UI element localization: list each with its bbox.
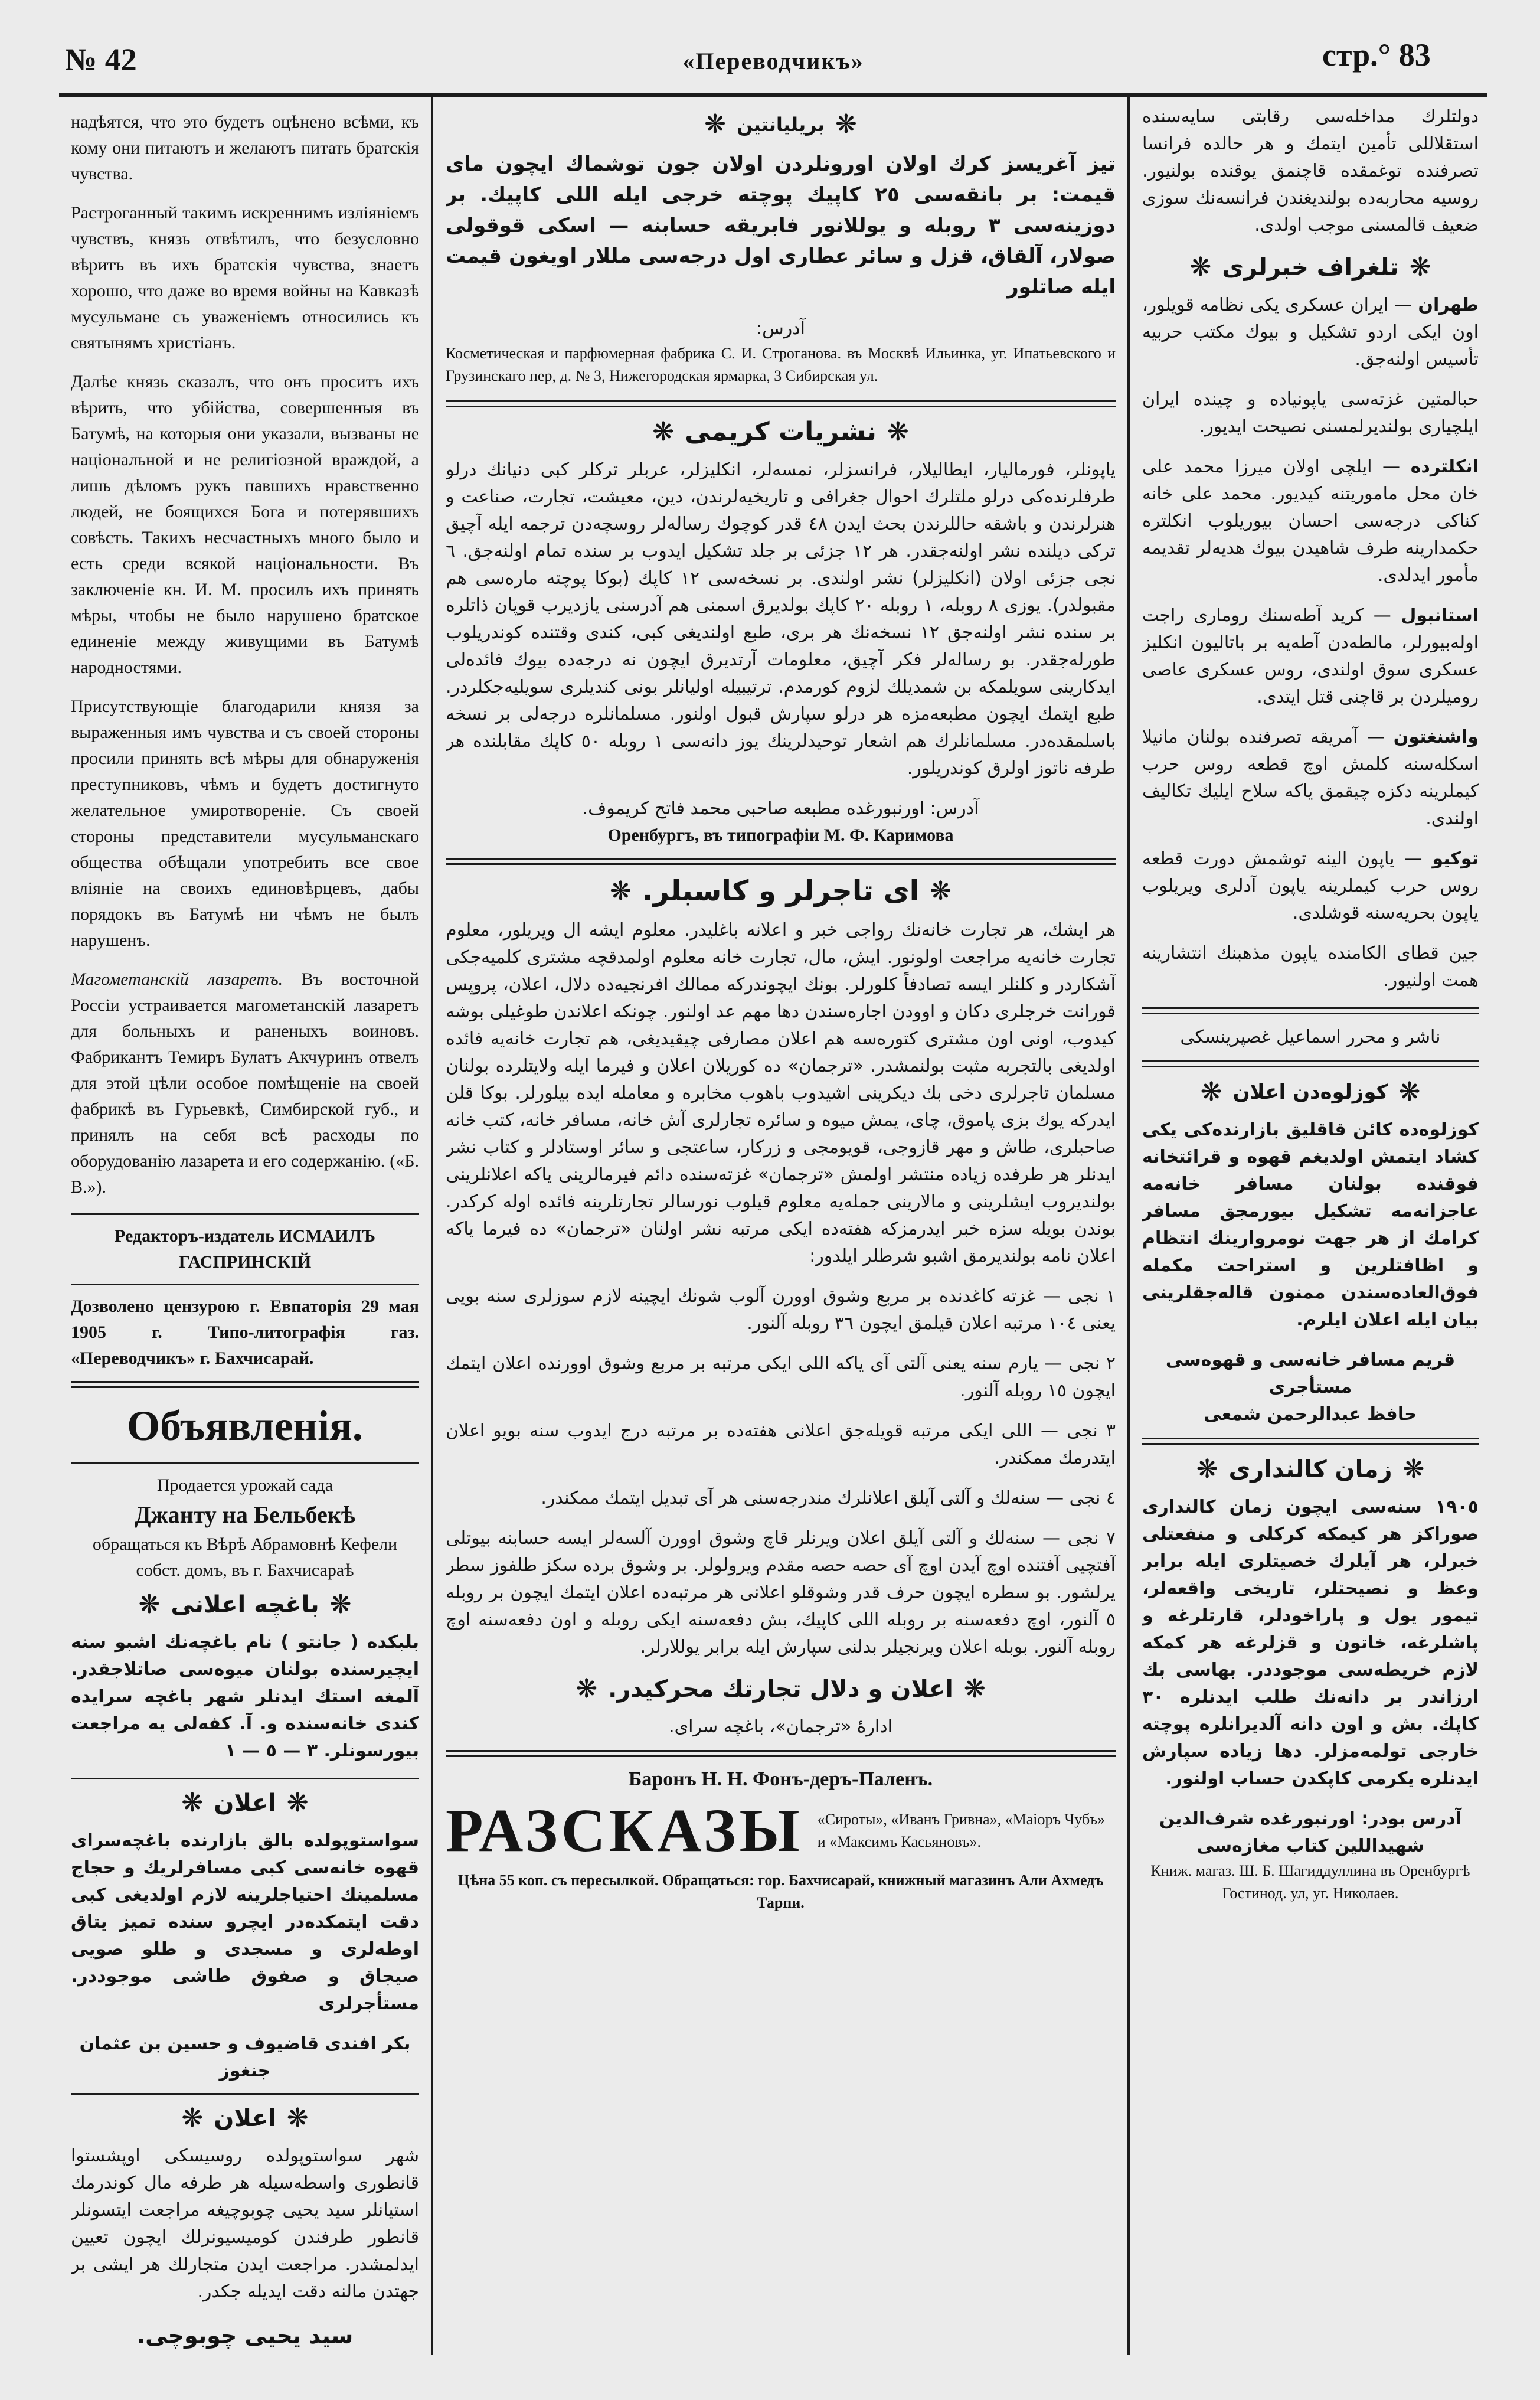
telegraph-text: — یاپون الینه توشمش دورت قطعه روس حرب کیملرینه یاپون آدلری ویریلوب یاپون بحریه‌سنه قوشلدی.	[1142, 848, 1479, 923]
merchants-title: ای تاجرلر و کاسبلر.	[642, 874, 920, 907]
ad-garden-text: بلبکده ( جانتو ) نام باغچه‌نك اشبو سنه ایچیرسنده بولنان میوه‌سی صاتلاجقدر. آلمغه استك ایدنلر شهر باغچه سرایده کندی خانه‌سنده و. آ. کفه‌لی یه مراجعت بیورسونلر. ٣ — ٥ — ١	[71, 1632, 419, 1761]
divider	[71, 1778, 419, 1779]
telegraph-item: حبالمتین غزته‌سی یاپونیاده و چینده ایران ایلچیاری بولندیرلمسنی نصیحت ایدیور.	[1142, 389, 1479, 437]
telegraph-city: توکیو	[1432, 848, 1479, 869]
telegraph-city: واشنغتون	[1393, 727, 1479, 747]
ornament-icon: ❋	[963, 1674, 986, 1704]
ad-shipping-title: اعلان	[214, 2104, 276, 2132]
ornament-icon: ❋	[286, 2103, 309, 2133]
newspaper-title: «Переводчикъ»	[682, 48, 864, 74]
brilliantine-address-label: آدرس:	[756, 318, 805, 339]
divider	[71, 1213, 419, 1215]
article-paragraph: دولتلرك مداخله‌سی رقابتی سایه‌سنده استقلاللی تأمین ایتمك و هر حالده فرانسا تصرفنده توغمقده قاچنمق یوقنده بولنیور. روسیه محاربه‌ده بولندیغندن فرانسه‌نك سوزی ضعیف قالمسنی موجب اولدی.	[1142, 106, 1479, 236]
razskazy-title: РАЗСКАЗЫ	[446, 1797, 803, 1865]
ad-shipping-signature: سید یحیی چوبوچی.	[136, 2323, 354, 2349]
column-rule-left	[431, 93, 433, 2355]
divider-double	[1142, 1007, 1479, 1014]
calendar-text: ١٩٠٥ سنه‌سی ایچون زمان کالنداری صوراکز هر کیمکه کرکلی و منفعتلی خبرلر، هر آیلرك خصیتلری ایله برابر وعظ و نصیحتلر، تاریخی واقعه‌لر، تیمور یول و پاراخودلر، قارتلرغه و پاشلرغه، خاتون و قزلرغه هر کمکه لازم خریطه‌سی موجوددر. بهاسی بك ارزاندر بر دانه‌نك طلب ایدنلره ٣٠ کاپك. بش و اون دانه آلدیرانلره پوچته خارجی تولمه‌مزلر. دها زیاده سپارش ایدنلره یکرمی کاپکدن حساب اولنور.	[1142, 1497, 1479, 1789]
ad-sale-garden-name: Джанту на Бельбекѣ	[135, 1501, 355, 1528]
brilliantine-header	[446, 109, 1116, 139]
ornament-icon: ❋	[181, 1788, 204, 1818]
lazaret-article	[71, 966, 419, 1200]
merchants-header	[446, 874, 1116, 907]
ornament-icon: ❋	[329, 1589, 352, 1619]
brokers-title: اعلان و دلال تجارتك محرکیدر.	[608, 1675, 953, 1703]
brilliantine-address: Косметическая и парфюмерная фабрика С. И. Строганова. въ Москвѣ Ильинка, уг. Ипатьевского и Грузинскаго пер, д. № 3, Нижегородская ярмарка, 3 Сибирская ул.	[446, 345, 1116, 384]
editor-line: Редакторъ-издатель ИСМАИЛЪ ГАСПРИНСКІЙ	[115, 1226, 375, 1272]
masthead-rule	[59, 93, 1487, 97]
divider-double	[446, 1750, 1116, 1757]
koz-ad-cafe: قریم مسافر خانه‌سی و قهوه‌سی	[1165, 1350, 1456, 1370]
telegraph-item	[1142, 845, 1479, 927]
telegraph-text: — ایران عسکری یکی نظامه قویلور، اون ایکی اردو تشکیل و بیوك مکتب حربیه تأسیس اولنه‌جق.	[1142, 295, 1479, 370]
left-column	[71, 109, 419, 2353]
ornament-icon: ❋	[1189, 252, 1212, 282]
divider-double	[1142, 1438, 1479, 1445]
telegraph-header	[1142, 252, 1479, 282]
ad-garden-title: باغچه اعلانی	[171, 1591, 319, 1618]
ornament-icon: ❋	[1200, 1077, 1222, 1107]
condition-5: ٧ نجی — سنه‌لك و آلتی آیلق اعلان ویرنلر قاچ وشوق اوورن آلسه‌لر ایسه حسابنه بیوتلی آفتچیی آفتنده اوچ آیدن اوچ آی حصه حصه مقدم ویرولولر. بر وشوق برده سکز طلفوز سطر یرلشور. بو سطره ایچون حرف قدر وشوقلو اعلانی هر مرتبه‌ده اعلان ایتمك ایچون بر روبله ٥ آلنور، اوچ دفعه‌سنه بر روبله اللی کاپیك، بش دفعه‌سنه ایکی روبله و اون دفعه‌سنه اوچ روبله آلنور. بوبله اعلان ویرنجیلر بدلنی سپارش ایله برابر یوللارلر.	[446, 1528, 1116, 1657]
telegraph-title: تلغراف خبرلری	[1222, 253, 1399, 281]
office-address: ادارهٔ «ترجمان»، باغچه سرای.	[669, 1716, 892, 1737]
condition-3: ٣ نجی — اللی ایکی مرتبه قویله‌جق اعلانی هفته‌ده بر مرتبه درج ایدوب سنه بویو اعلان ایتدرمك ممکندر.	[446, 1421, 1116, 1468]
column-rule-right	[1127, 93, 1130, 2355]
ad-sevastopol-text: سواستوپولده بالق بازارنده باغچه‌سرای قهوه خانه‌سی کبی مسافرلریك و حجاج مسلمینك احتیاجلرینه لازم اولدیغی کبی دقت ایتمکده‌در ایچرو سنده تمیز یتاق اوطه‌لری و مسجدی و طلو صویی صیجاق و صفوق طاشی موجوددر. مستأجرلری	[71, 1830, 419, 2014]
ad-shipping-text: شهر سواستوپولده روسیسکی اوپشستوا قانطوری واسطه‌سیله هر طرفه مال کوندرمك استیانلر سید یحیی چوبوچیغه مراجعت ایتسونلر قانطور طرفندن کومیسیونرلك ایچون تعیین ایدلمشدر. مراجعت ایدن متجارلك هر ایشی بر جهتدن مالنه دقت ایدیله جکدر.	[71, 2146, 419, 2302]
brilliantine-text: تیز آغریسز کرك اولان اورونلردن اولان جون توشماك ایچون مای قیمت: بر بانقه‌سی ٢٥ کاپیك پوچته خرجی ایله اللی کاپیك. بر دوزینه‌سی ٣ روبله و یوللانور فابریقه حسابنه — اسکی قوقولی صولار، آلقاق، قزل و سائر عطاری اول درجه‌سی مللار اویغون قیمت ایله صاتلور	[446, 152, 1116, 299]
kerimi-title: نشریات کریمی	[685, 417, 877, 447]
razskazy-price: Цѣна 55 коп. съ пересылкой. Обращаться: гор. Бахчисарай, книжный магазинъ Али Ахмедъ Тарпи.	[457, 1872, 1104, 1911]
telegraph-city: انکلترده	[1410, 456, 1479, 477]
brokers-header	[446, 1674, 1116, 1704]
telegraph-text: — کرید آطه‌سنك روماری راجت اوله‌بیورلر، مالطه‌دن آطه‌یه بر باتالیون انکلیز عسکری سوق اولندی، روس عسکری عاصی رومیلردن بر قاچنی قتل ایتدی.	[1142, 605, 1479, 707]
ad-sale-line1: Продается урожай сада	[156, 1475, 333, 1495]
divider	[71, 1462, 419, 1464]
ad-sale-contact: обращаться къ Вѣрѣ Абрамовнѣ Кефели собст. домъ, въ г. Бахчисараѣ	[92, 1534, 398, 1580]
merchants-text: هر ایشك، هر تجارت خانه‌نك رواجی خبر و اعلانه باغلیدر. معلوم ایشه ال ویریلور، معلوم تجارت خانه‌یه مراجعت اولونور. ایش، مال، تجارت خانه معلوم اولمدقچه مشتری کلمیه‌جکی آشکاردر و کلنلر ایسه تصادفاً کلورلر. بونك ایچوندرکه ممالك افرنجیه‌ده دلال، اعلان، پروپس قورانت خرجلری دکان و اوودن اجاره‌سندن دها مهم عد اولنور. چونکه اعلاندن طوغیلی بوشه کیدوب، اونی اون مشتری کتوره‌سه هم اعلان مصارفی چیقیدیغی، هم تجارت خانه‌یه فائده اولدیغی بالتجربه مثبت بولنمشدر. «ترجمان» ده کوریلان اعلان و فیرما ایله ولایتلرده بولنان مسلمان تاجرلری دخی بك دیکرینی اشیدوب باهوب مخابره و معامله ایده بیلورلر. بوکا قلن ایدرکه یوك بزی پاموق، چای، یمش میوه و سائره تجارلری آش خانه، مسافر خانه، کتب خانه صاحبلری، طاش و مهر قازوجی، قویومجی و زرکار، ساعتجی و سائر اوستادلر و کتاب نشر ایدنلر هر طرفده زیاده منتشر اولمش «ترجمان» غزته‌سنده دائم فیرمالرینی یاکه اعلانلرینی بولندیروب ایشلرینی و مالارینی جمله‌یه معلوم قیلوب نورسالر تجارتلرینه فائده اوله کرکدر. بوندن بویله سزه خبر ایدرمزکه هفته‌ده ایکی مرتبه نشر اولنان «ترجمان» ده فیرما یاکه اعلان نامه بولندیرمق اشبو شرطلر ایلدور:	[446, 920, 1116, 1266]
razskazy-block	[446, 1798, 1116, 1863]
brilliantine-title: بریلیانتین	[736, 113, 825, 136]
telegraph-item	[1142, 724, 1479, 832]
article-paragraph: Далѣе князь сказалъ, что онъ проситъ ихъ вѣрить, что убійства, совершенныя въ Батумѣ, на которыя они указали, вызваны не національной и не религіозной враждой, а лишь дѣломъ рукъ павшихъ нравственно людей, не боящихся Бога и потерявшихъ совѣсть. Такихъ несчастныхъ много было и есть среди всякой національности. Въ заключеніе кн. И. М. просилъ ихъ принять мѣры, чтобы не было нарушено братское единеніе между живущими въ Батумѣ народностями.	[71, 372, 419, 677]
ornament-icon: ❋	[835, 109, 857, 139]
ornament-icon: ❋	[1402, 1454, 1425, 1484]
razskazy-list: «Сироты», «Иванъ Гривна», «Маіоръ Чубъ» и «Максимъ Касьяновъ».	[817, 1811, 1105, 1850]
ornament-icon: ❋	[286, 1788, 309, 1818]
divider	[71, 1284, 419, 1285]
calendar-address: آدرس بودر: اورنبورغده شرف‌الدین شهیداللین کتاب مغازه‌سی	[1159, 1808, 1461, 1856]
lazaret-text: Въ восточной Россіи устраивается магометанскій лазаретъ для больныхъ и раненыхъ воиновъ. Фабрикантъ Темиръ Булатъ Акчуринъ отвелъ для этой цѣли особое помѣщеніе на своей фабрикѣ въ Гурьевкѣ, Симбирской губ., и принялъ на себя всѣ расходы по оборудованію лазарета и его содержанію. («Б. В.»).	[71, 969, 419, 1197]
divider-double	[446, 858, 1116, 865]
divider	[71, 2093, 419, 2095]
kerimi-text: یاپونلر، فورمالیار، ایطالیلار، فرانسزلر، نمسه‌لر، انکلیزلر، عربلر ترکلر کبی دنیانك درلو طرفلرنده‌کی درلو ملتلرك احوال جغرافی و تاریخیه‌لرندن، دین، معیشت، تجارت، صناعت و هنرلرندن و باشقه حاللرندن بحث ایدن ٤٨ قدر کوچوك رساله‌لر روسچه‌دن ترجمه ایله آچیق ترکی دیلنده نشر اولنه‌جقدر. هر ١٢ جزئی بر جلد تشکیل ایدوب بر سنده تمام اولنه‌جق. ٦ نجی جزئی اولان (انکلیزلر) نشر اولندی. بر نسخه‌سی ١٢ کاپك (بوکا پوچته ماره‌سی هم مقبولدر). یوزی ٨ روبله، ١ روبله ٢٠ کاپك بولدیرق اسمنی هم آدرسنی یازدیرب قوپان ذاتلره بر سنده نشر اولنه‌جق ١٢ نسخه‌نك هر بری، طبع اولندیغی کبی، کندی وقتنده کوندریلوب طورله‌جقدر. بو رساله‌لر فکر آچیق، معلومات آرتدیرق ایچون نه درجه‌ده بیوك فائده‌لی ایدکارینی سویلمکه بن شمدیلك لزوم کورمدم. ترتیبیله اولیانلر بونی کندیلری سویلیه‌جکلردر. طبع ایتمك ایچون مطبعه‌مزه هر درلو سپارش قبول اولنور. مسلمانلره درجه‌لی بر نسخه باسلمقده‌در. مسلمانلرك هم اشعار توحیدلرینك یوز دانه‌سی ١ روبله ٥٠ کاپك مقابلنده هر طرفه ناتوز اولرق کوندریلور.	[446, 459, 1116, 779]
koz-ad-text: کوزلوه‌ده کائن قاقلیق بازارنده‌کی یکی کشاد ایتمش اولدیغم قهوه و قرائتخانه فوقنده بولنان مسافر خانه‌مه عاجزانه‌مه تشکیل بیورمجق مسافر کرامك از هر جهت نومروارینك انتظام و اظافتلرین و استراحت مکمله فوق‌العاده‌سندن ممنون قاله‌جقلرینی بیان ایله اعلان ایلرم.	[1142, 1119, 1479, 1330]
ornament-icon: ❋	[652, 417, 675, 447]
divider-double	[446, 400, 1116, 407]
ad-ornament	[71, 2103, 419, 2133]
article-paragraph: Растроганный такимъ искреннимъ изліяніемъ чувствъ, князь отвѣтилъ, что безусловно вѣритъ въ ихъ братскія чувства, знаетъ хорошо, что даже во время войны на Кавказѣ мусульмане съ уваженіемъ относились къ святынямъ христіанъ.	[71, 203, 419, 352]
ad-ornament	[71, 1788, 419, 1818]
ornament-icon: ❋	[138, 1589, 161, 1619]
telegraph-item	[1142, 292, 1479, 373]
ornament-icon: ❋	[1196, 1454, 1218, 1484]
publisher-line: ناشر و محرر اسماعیل غصپرینسکی	[1180, 1027, 1441, 1047]
telegraph-city: استانبول	[1401, 605, 1479, 626]
kerimi-address-ru: Оренбургъ, въ типографіи М. Ф. Каримова	[607, 825, 954, 845]
razskazy-author: Баронъ Н. Н. Фонъ-деръ-Паленъ.	[628, 1768, 933, 1790]
telegraph-item: جین قطای الکامنده یاپون مذهبنك انتشارینه همت اولنیور.	[1142, 943, 1479, 991]
ornament-icon: ❋	[704, 109, 726, 139]
ornament-icon: ❋	[1398, 1077, 1421, 1107]
calendar-header	[1142, 1454, 1479, 1484]
koz-ad-owner: مستأجری	[1268, 1377, 1352, 1397]
condition-2: ٢ نجی — یارم سنه یعنی آلتی آی یاکه اللی ایکی مرتبه بر مربع وشوق اوورنده اعلان ایتمك ایچون ١٥ روبله آلنور.	[446, 1353, 1116, 1401]
telegraph-city: طهران	[1418, 295, 1479, 315]
right-column	[1142, 103, 1479, 2353]
ornament-icon: ❋	[610, 876, 632, 906]
telegraph-item	[1142, 453, 1479, 589]
divider-double	[71, 1381, 419, 1388]
divider-double	[1142, 1060, 1479, 1067]
ad-sevastopol-title: اعلان	[214, 1789, 276, 1817]
koz-ad-header	[1142, 1077, 1479, 1107]
issue-number: № 42	[65, 42, 137, 77]
koz-ad-name: حافظ عبدالرحمن شمعی	[1204, 1404, 1417, 1425]
condition-4: ٤ نجی — سنه‌لك و آلتی آیلق اعلانلرك مندرجه‌سنی هر آی تبدیل ایتمك ممکندر.	[541, 1488, 1116, 1508]
ornament-icon: ❋	[930, 876, 952, 906]
calendar-title: زمان کالنداری	[1228, 1455, 1392, 1483]
middle-column	[446, 103, 1116, 2353]
article-paragraph: надѣятся, что это будетъ оцѣнено всѣми, къ кому они питаютъ и желаютъ питать братскія чувства.	[71, 112, 419, 184]
page-number: стр.° 83	[1322, 37, 1431, 73]
telegraph-text: — ایلچی اولان میرزا محمد علی خان محل ماموریتنه کیدیور. محمد علی خانه کناکی درجه‌سی احسان بیوریلوب انکلتره حکمدارینه طرف شاهیدن بیوك هدیه‌لر تقدیمه مأمور ایدلدی.	[1142, 456, 1479, 586]
calendar-address-ru: Книж. магаз. Ш. Б. Шагиддуллина въ Оренбургѣ Гостинод. ул, уг. Николаев.	[1150, 1862, 1470, 1902]
ads-heading: Объявленія.	[127, 1402, 363, 1449]
article-paragraph: Присутствующіе благодарили князя за выраженныя имъ чувства и съ своей стороны просили принять всѣ мѣры для обнаруженія преступниковъ, чѣмъ и будетъ достигнуто желательное умиротвореніе. Съ своей стороны представители мусульманскаго общества обѣщали употребить все свое вліяніе на своихъ единовѣрцевъ, дабы порядокъ въ Батумѣ ни чѣмъ не былъ нарушенъ.	[71, 697, 419, 950]
telegraph-text: — آمریقه تصرفنده بولنان مانیلا اسکله‌سنه کلمش اوچ قطعه روس حرب کیملرینه دکزه چیقمق یاکه سلاح ایلیك تکالیف اولندی.	[1142, 727, 1479, 829]
ornament-icon: ❋	[576, 1674, 598, 1704]
telegraph-item	[1142, 602, 1479, 711]
ornament-icon: ❋	[181, 2103, 204, 2133]
ornament-icon: ❋	[1409, 252, 1431, 282]
koz-ad-title: کوزلوه‌دن اعلان	[1232, 1080, 1388, 1104]
ad-sevastopol-signature: بکر افندی قاضیوف و حسین بن عثمان جنغوز	[79, 2033, 411, 2081]
ornament-icon: ❋	[887, 417, 909, 447]
kerimi-address: آدرس: اورنبورغده مطبعه صاحبی محمد فاتح کریموف.	[582, 798, 979, 819]
censor-line: Дозволено цензурою г. Евпаторія 29 мая 1905 г. Типо-литографія газ. «Переводчикъ» г. Бахчисарай.	[71, 1297, 419, 1368]
kerimi-header	[446, 417, 1116, 447]
ad-ornament	[71, 1589, 419, 1619]
lazaret-title: Магометанскій лазаретъ.	[71, 969, 283, 989]
condition-1: ١ نجی — غزته کاغدنده بر مربع وشوق اوورن آلوب شونك ایچینه لازم سوزلری سنه بویی یعنی ١٠٤ مرتبه اعلان قیلمق ایچون ٣٦ روبله آلنور.	[446, 1286, 1116, 1334]
